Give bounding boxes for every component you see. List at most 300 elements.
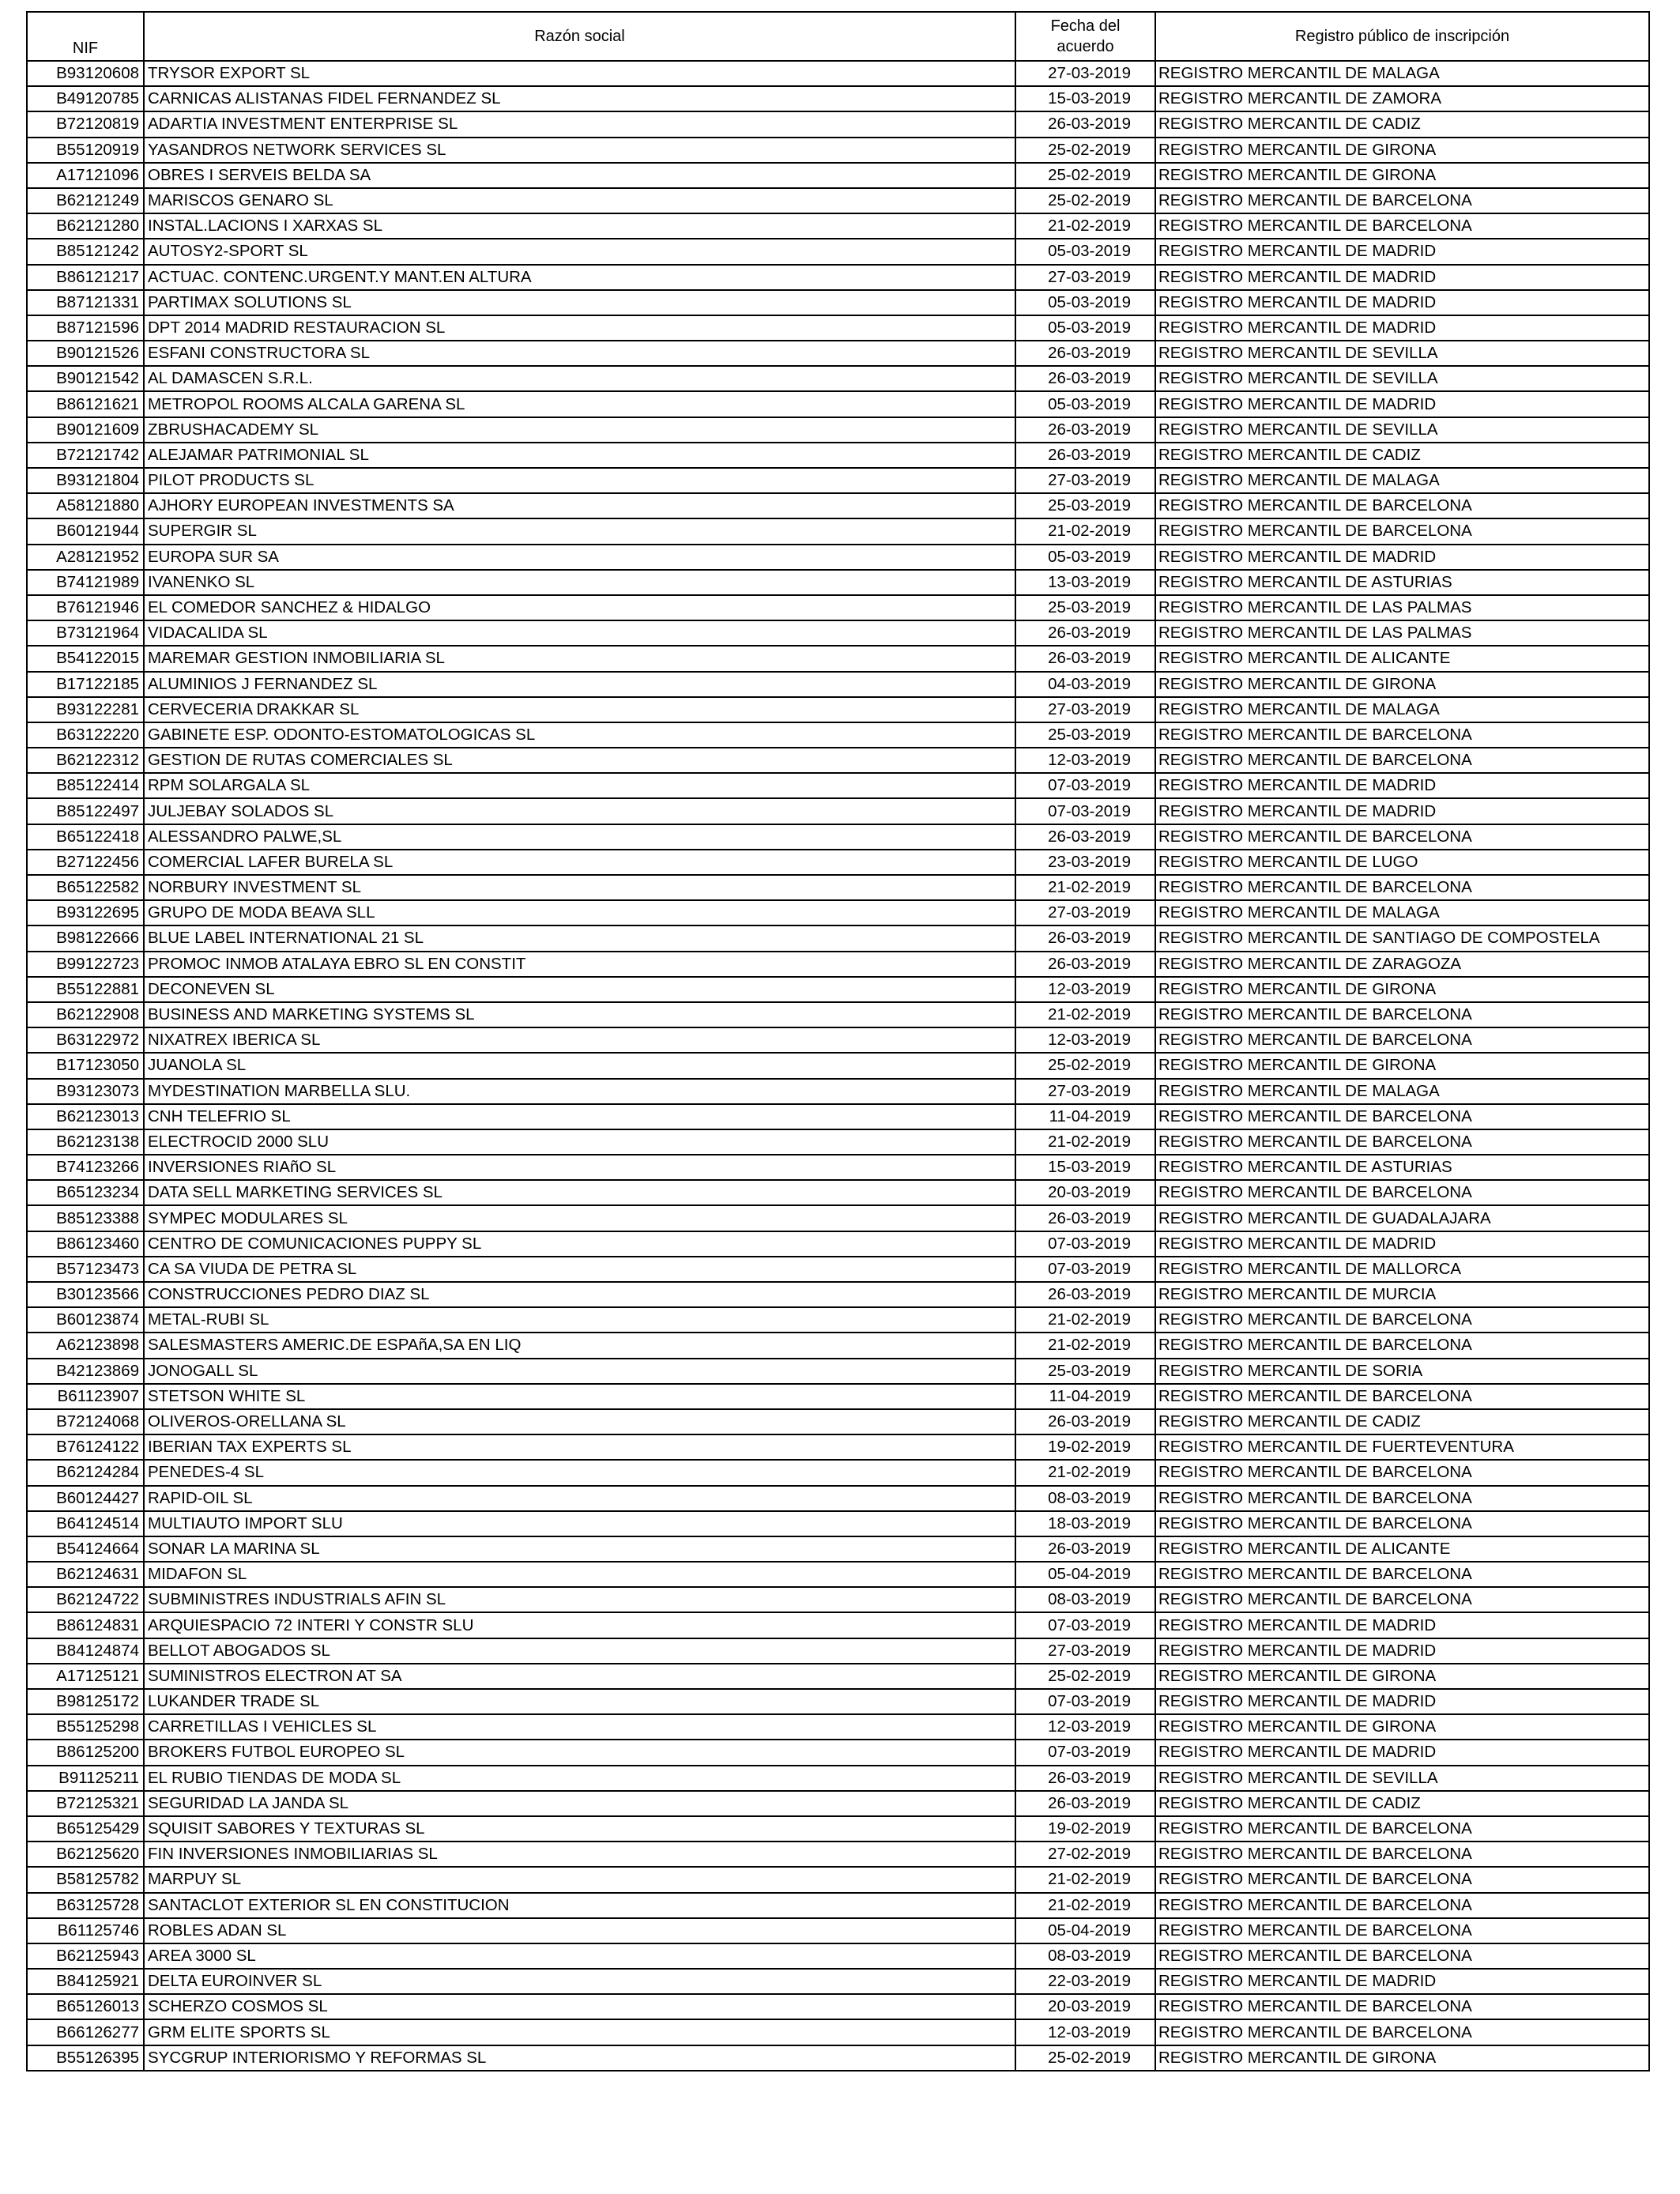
cell-razon-social: DECONEVEN SL	[144, 977, 1015, 1002]
table-row	[27, 391, 1649, 417]
header-fecha-acuerdo	[1015, 12, 1155, 61]
table-row	[27, 1257, 1649, 1282]
cell-razon-social: JUANOLA SL	[144, 1053, 1015, 1078]
cell-nif: B30123566	[27, 1282, 144, 1307]
cell-fecha-acuerdo: 07-03-2019	[1015, 1612, 1155, 1638]
cell-razon-social: CNH TELEFRIO SL	[144, 1104, 1015, 1129]
cell-nif: B90121542	[27, 366, 144, 391]
cell-fecha-acuerdo: 26-03-2019	[1015, 1536, 1155, 1562]
cell-registro: REGISTRO MERCANTIL DE GIRONA	[1155, 138, 1649, 163]
cell-razon-social: PENEDES-4 SL	[144, 1460, 1015, 1485]
cell-registro: REGISTRO MERCANTIL DE GUADALAJARA	[1155, 1205, 1649, 1231]
cell-nif: B17122185	[27, 672, 144, 697]
cell-registro: REGISTRO MERCANTIL DE BARCELONA	[1155, 493, 1649, 518]
cell-fecha-acuerdo: 26-03-2019	[1015, 1791, 1155, 1816]
cell-nif: B74123266	[27, 1155, 144, 1180]
table-row	[27, 545, 1649, 570]
cell-razon-social: INVERSIONES RIAñO SL	[144, 1155, 1015, 1180]
cell-razon-social: METAL-RUBI SL	[144, 1307, 1015, 1333]
cell-fecha-acuerdo: 08-03-2019	[1015, 1486, 1155, 1511]
cell-registro: REGISTRO MERCANTIL DE MALAGA	[1155, 900, 1649, 925]
cell-razon-social: CONSTRUCCIONES PEDRO DIAZ SL	[144, 1282, 1015, 1307]
cell-razon-social: SCHERZO COSMOS SL	[144, 1994, 1015, 2019]
cell-fecha-acuerdo: 21-02-2019	[1015, 1307, 1155, 1333]
cell-nif: A58121880	[27, 493, 144, 518]
table-row	[27, 1282, 1649, 1307]
cell-registro: REGISTRO MERCANTIL DE BARCELONA	[1155, 1994, 1649, 2019]
cell-nif: B42123869	[27, 1359, 144, 1384]
cell-registro: REGISTRO MERCANTIL DE FUERTEVENTURA	[1155, 1434, 1649, 1460]
cell-nif: B84124874	[27, 1638, 144, 1664]
cell-nif: B72121742	[27, 443, 144, 468]
cell-razon-social: EL RUBIO TIENDAS DE MODA SL	[144, 1766, 1015, 1791]
table-row	[27, 1434, 1649, 1460]
cell-fecha-acuerdo: 08-03-2019	[1015, 1587, 1155, 1612]
cell-razon-social: INSTAL.LACIONS I XARXAS SL	[144, 213, 1015, 239]
cell-registro: REGISTRO MERCANTIL DE LAS PALMAS	[1155, 595, 1649, 620]
header-registro: Registro público de inscripción	[1155, 12, 1649, 61]
cell-razon-social: METROPOL ROOMS ALCALA GARENA SL	[144, 391, 1015, 417]
cell-fecha-acuerdo: 27-03-2019	[1015, 468, 1155, 493]
cell-fecha-acuerdo: 05-03-2019	[1015, 290, 1155, 315]
table-row	[27, 1384, 1649, 1409]
cell-fecha-acuerdo: 21-02-2019	[1015, 518, 1155, 544]
table-row	[27, 1027, 1649, 1053]
cell-registro: REGISTRO MERCANTIL DE MADRID	[1155, 239, 1649, 264]
cell-registro: REGISTRO MERCANTIL DE GIRONA	[1155, 672, 1649, 697]
cell-fecha-acuerdo: 27-03-2019	[1015, 900, 1155, 925]
cell-nif: B73121964	[27, 620, 144, 646]
cell-nif: B93121804	[27, 468, 144, 493]
cell-fecha-acuerdo: 21-02-2019	[1015, 1867, 1155, 1892]
cell-registro: REGISTRO MERCANTIL DE BARCELONA	[1155, 722, 1649, 748]
cell-registro: REGISTRO MERCANTIL DE BARCELONA	[1155, 1918, 1649, 1943]
cell-registro: REGISTRO MERCANTIL DE LAS PALMAS	[1155, 620, 1649, 646]
cell-razon-social: PILOT PRODUCTS SL	[144, 468, 1015, 493]
cell-fecha-acuerdo: 05-03-2019	[1015, 239, 1155, 264]
cell-nif: B65126013	[27, 1994, 144, 2019]
cell-registro: REGISTRO MERCANTIL DE MADRID	[1155, 1612, 1649, 1638]
cell-nif: B65122582	[27, 875, 144, 900]
cell-fecha-acuerdo: 07-03-2019	[1015, 798, 1155, 824]
cell-razon-social: DELTA EUROINVER SL	[144, 1969, 1015, 1994]
cell-registro: REGISTRO MERCANTIL DE SEVILLA	[1155, 341, 1649, 366]
cell-nif: A17125121	[27, 1664, 144, 1689]
cell-fecha-acuerdo: 25-02-2019	[1015, 163, 1155, 188]
cell-registro: REGISTRO MERCANTIL DE BARCELONA	[1155, 1816, 1649, 1842]
cell-razon-social: DPT 2014 MADRID RESTAURACION SL	[144, 315, 1015, 341]
cell-razon-social: SYCGRUP INTERIORISMO Y REFORMAS SL	[144, 2045, 1015, 2071]
cell-razon-social: SONAR LA MARINA SL	[144, 1536, 1015, 1562]
cell-fecha-acuerdo: 05-03-2019	[1015, 391, 1155, 417]
cell-nif: B86123460	[27, 1231, 144, 1257]
table-row	[27, 1180, 1649, 1205]
cell-fecha-acuerdo: 13-03-2019	[1015, 570, 1155, 595]
table-row	[27, 366, 1649, 391]
cell-registro: REGISTRO MERCANTIL DE BARCELONA	[1155, 1129, 1649, 1155]
cell-nif: B98125172	[27, 1689, 144, 1714]
cell-nif: A62123898	[27, 1333, 144, 1358]
cell-razon-social: ARQUIESPACIO 72 INTERI Y CONSTR SLU	[144, 1612, 1015, 1638]
cell-registro: REGISTRO MERCANTIL DE BARCELONA	[1155, 1842, 1649, 1867]
cell-nif: B93120608	[27, 61, 144, 86]
cell-registro: REGISTRO MERCANTIL DE BARCELONA	[1155, 1384, 1649, 1409]
cell-fecha-acuerdo: 26-03-2019	[1015, 341, 1155, 366]
cell-fecha-acuerdo: 22-03-2019	[1015, 1969, 1155, 1994]
cell-razon-social: SYMPEC MODULARES SL	[144, 1205, 1015, 1231]
table-row	[27, 213, 1649, 239]
cell-nif: B62121280	[27, 213, 144, 239]
table-row	[27, 1155, 1649, 1180]
cell-fecha-acuerdo: 27-03-2019	[1015, 61, 1155, 86]
cell-fecha-acuerdo: 05-04-2019	[1015, 1562, 1155, 1587]
cell-nif: B93122281	[27, 697, 144, 722]
cell-registro: REGISTRO MERCANTIL DE BARCELONA	[1155, 213, 1649, 239]
table-row	[27, 697, 1649, 722]
cell-registro: REGISTRO MERCANTIL DE BARCELONA	[1155, 1943, 1649, 1969]
table-row	[27, 1969, 1649, 1994]
header-row	[27, 12, 1649, 61]
table-row	[27, 722, 1649, 748]
cell-razon-social: GABINETE ESP. ODONTO-ESTOMATOLOGICAS SL	[144, 722, 1015, 748]
cell-fecha-acuerdo: 27-03-2019	[1015, 265, 1155, 290]
table-row	[27, 1359, 1649, 1384]
cell-registro: REGISTRO MERCANTIL DE MALAGA	[1155, 61, 1649, 86]
cell-fecha-acuerdo: 27-02-2019	[1015, 1842, 1155, 1867]
cell-nif: B84125921	[27, 1969, 144, 1994]
cell-razon-social: ELECTROCID 2000 SLU	[144, 1129, 1015, 1155]
cell-fecha-acuerdo: 25-03-2019	[1015, 493, 1155, 518]
cell-nif: B17123050	[27, 1053, 144, 1078]
cell-registro: REGISTRO MERCANTIL DE MALAGA	[1155, 468, 1649, 493]
cell-registro: REGISTRO MERCANTIL DE BARCELONA	[1155, 1511, 1649, 1536]
cell-fecha-acuerdo: 20-03-2019	[1015, 1994, 1155, 2019]
cell-registro: REGISTRO MERCANTIL DE BARCELONA	[1155, 1486, 1649, 1511]
cell-fecha-acuerdo: 05-03-2019	[1015, 315, 1155, 341]
cell-registro: REGISTRO MERCANTIL DE BARCELONA	[1155, 1893, 1649, 1918]
table-row	[27, 1689, 1649, 1714]
cell-razon-social: PROMOC INMOB ATALAYA EBRO SL EN CONSTIT	[144, 952, 1015, 977]
cell-fecha-acuerdo: 27-03-2019	[1015, 697, 1155, 722]
cell-nif: B91125211	[27, 1766, 144, 1791]
cell-nif: B62122908	[27, 1002, 144, 1027]
cell-fecha-acuerdo: 26-03-2019	[1015, 1205, 1155, 1231]
table-row	[27, 1129, 1649, 1155]
header-fecha-line2: acuerdo	[1057, 38, 1114, 55]
cell-fecha-acuerdo: 26-03-2019	[1015, 620, 1155, 646]
cell-fecha-acuerdo: 26-03-2019	[1015, 111, 1155, 137]
table-row	[27, 265, 1649, 290]
header-fecha-line1: Fecha del	[1050, 17, 1121, 35]
cell-fecha-acuerdo: 26-03-2019	[1015, 925, 1155, 951]
cell-nif: B27122456	[27, 850, 144, 875]
cell-razon-social: AREA 3000 SL	[144, 1943, 1015, 1969]
table-row	[27, 1816, 1649, 1842]
cell-registro: REGISTRO MERCANTIL DE ASTURIAS	[1155, 1155, 1649, 1180]
table-row	[27, 188, 1649, 213]
cell-nif: B86124831	[27, 1612, 144, 1638]
cell-nif: B63122972	[27, 1027, 144, 1053]
cell-fecha-acuerdo: 26-03-2019	[1015, 646, 1155, 671]
cell-fecha-acuerdo: 23-03-2019	[1015, 850, 1155, 875]
cell-razon-social: NIXATREX IBERICA SL	[144, 1027, 1015, 1053]
cell-fecha-acuerdo: 26-03-2019	[1015, 1766, 1155, 1791]
cell-fecha-acuerdo: 25-02-2019	[1015, 188, 1155, 213]
cell-razon-social: JULJEBAY SOLADOS SL	[144, 798, 1015, 824]
cell-razon-social: RPM SOLARGALA SL	[144, 773, 1015, 798]
cell-registro: REGISTRO MERCANTIL DE MADRID	[1155, 545, 1649, 570]
cell-registro: REGISTRO MERCANTIL DE LUGO	[1155, 850, 1649, 875]
table-row	[27, 900, 1649, 925]
cell-razon-social: ACTUAC. CONTENC.URGENT.Y MANT.EN ALTURA	[144, 265, 1015, 290]
cell-fecha-acuerdo: 21-02-2019	[1015, 1333, 1155, 1358]
table-row	[27, 493, 1649, 518]
cell-fecha-acuerdo: 05-03-2019	[1015, 545, 1155, 570]
cell-registro: REGISTRO MERCANTIL DE MADRID	[1155, 1740, 1649, 1765]
cell-registro: REGISTRO MERCANTIL DE BARCELONA	[1155, 1180, 1649, 1205]
cell-nif: B86121217	[27, 265, 144, 290]
cell-nif: B61125746	[27, 1918, 144, 1943]
cell-nif: B55126395	[27, 2045, 144, 2071]
cell-nif: B86125200	[27, 1740, 144, 1765]
cell-nif: B85122497	[27, 798, 144, 824]
cell-nif: B99122723	[27, 952, 144, 977]
cell-razon-social: SALESMASTERS AMERIC.DE ESPAñA,SA EN LIQ	[144, 1333, 1015, 1358]
cell-fecha-acuerdo: 12-03-2019	[1015, 748, 1155, 773]
cell-registro: REGISTRO MERCANTIL DE BARCELONA	[1155, 1562, 1649, 1587]
cell-nif: B86121621	[27, 391, 144, 417]
cell-razon-social: JONOGALL SL	[144, 1359, 1015, 1384]
table-row	[27, 1333, 1649, 1358]
cell-fecha-acuerdo: 12-03-2019	[1015, 1714, 1155, 1740]
table-row	[27, 798, 1649, 824]
cell-nif: B72124068	[27, 1409, 144, 1434]
cell-fecha-acuerdo: 07-03-2019	[1015, 1740, 1155, 1765]
cell-nif: B62123138	[27, 1129, 144, 1155]
cell-fecha-acuerdo: 25-02-2019	[1015, 1053, 1155, 1078]
cell-fecha-acuerdo: 21-02-2019	[1015, 1129, 1155, 1155]
cell-registro: REGISTRO MERCANTIL DE ZARAGOZA	[1155, 952, 1649, 977]
cell-razon-social: LUKANDER TRADE SL	[144, 1689, 1015, 1714]
cell-fecha-acuerdo: 07-03-2019	[1015, 773, 1155, 798]
table-row	[27, 1205, 1649, 1231]
table-row	[27, 2045, 1649, 2071]
cell-nif: B60123874	[27, 1307, 144, 1333]
cell-razon-social: SUPERGIR SL	[144, 518, 1015, 544]
table-row	[27, 290, 1649, 315]
cell-fecha-acuerdo: 26-03-2019	[1015, 366, 1155, 391]
cell-razon-social: STETSON WHITE SL	[144, 1384, 1015, 1409]
cell-fecha-acuerdo: 21-02-2019	[1015, 1002, 1155, 1027]
table-row	[27, 86, 1649, 111]
cell-razon-social: MARISCOS GENARO SL	[144, 188, 1015, 213]
cell-razon-social: AUTOSY2-SPORT SL	[144, 239, 1015, 264]
cell-fecha-acuerdo: 21-02-2019	[1015, 213, 1155, 239]
cell-registro: REGISTRO MERCANTIL DE SEVILLA	[1155, 1766, 1649, 1791]
cell-registro: REGISTRO MERCANTIL DE BARCELONA	[1155, 748, 1649, 773]
cell-fecha-acuerdo: 15-03-2019	[1015, 1155, 1155, 1180]
cell-nif: B62125943	[27, 1943, 144, 1969]
table-header	[27, 12, 1649, 61]
table-row	[27, 952, 1649, 977]
cell-fecha-acuerdo: 25-02-2019	[1015, 2045, 1155, 2071]
cell-razon-social: SUMINISTROS ELECTRON AT SA	[144, 1664, 1015, 1689]
cell-registro: REGISTRO MERCANTIL DE MADRID	[1155, 1638, 1649, 1664]
cell-razon-social: CERVECERIA DRAKKAR SL	[144, 697, 1015, 722]
header-nif: NIF	[27, 12, 144, 61]
table-row	[27, 1409, 1649, 1434]
cell-nif: B65125429	[27, 1816, 144, 1842]
cell-fecha-acuerdo: 26-03-2019	[1015, 417, 1155, 443]
cell-razon-social: FIN INVERSIONES INMOBILIARIAS SL	[144, 1842, 1015, 1867]
cell-fecha-acuerdo: 15-03-2019	[1015, 86, 1155, 111]
cell-razon-social: YASANDROS NETWORK SERVICES SL	[144, 138, 1015, 163]
cell-registro: REGISTRO MERCANTIL DE MADRID	[1155, 798, 1649, 824]
cell-registro: REGISTRO MERCANTIL DE MADRID	[1155, 290, 1649, 315]
cell-nif: B63125728	[27, 1893, 144, 1918]
table-row	[27, 61, 1649, 86]
table-row	[27, 1562, 1649, 1587]
cell-fecha-acuerdo: 25-02-2019	[1015, 1664, 1155, 1689]
cell-nif: B93123073	[27, 1079, 144, 1104]
cell-razon-social: VIDACALIDA SL	[144, 620, 1015, 646]
table-row	[27, 1714, 1649, 1740]
table-row	[27, 1460, 1649, 1485]
cell-nif: B65122418	[27, 824, 144, 850]
table-row	[27, 138, 1649, 163]
cell-registro: REGISTRO MERCANTIL DE SANTIAGO DE COMPOSTELA	[1155, 925, 1649, 951]
cell-nif: B85121242	[27, 239, 144, 264]
cell-nif: B62122312	[27, 748, 144, 773]
cell-razon-social: EL COMEDOR SANCHEZ & HIDALGO	[144, 595, 1015, 620]
cell-razon-social: TRYSOR EXPORT SL	[144, 61, 1015, 86]
cell-nif: B63122220	[27, 722, 144, 748]
cell-registro: REGISTRO MERCANTIL DE BARCELONA	[1155, 188, 1649, 213]
cell-registro: REGISTRO MERCANTIL DE CADIZ	[1155, 1409, 1649, 1434]
cell-razon-social: SQUISIT SABORES Y TEXTURAS SL	[144, 1816, 1015, 1842]
table-row	[27, 824, 1649, 850]
table-row	[27, 443, 1649, 468]
cell-nif: B90121609	[27, 417, 144, 443]
cell-registro: REGISTRO MERCANTIL DE BARCELONA	[1155, 518, 1649, 544]
cell-razon-social: CA SA VIUDA DE PETRA SL	[144, 1257, 1015, 1282]
table-row	[27, 1079, 1649, 1104]
cell-registro: REGISTRO MERCANTIL DE BARCELONA	[1155, 1104, 1649, 1129]
table-row	[27, 875, 1649, 900]
cell-registro: REGISTRO MERCANTIL DE SORIA	[1155, 1359, 1649, 1384]
cell-razon-social: MAREMAR GESTION INMOBILIARIA SL	[144, 646, 1015, 671]
cell-razon-social: SEGURIDAD LA JANDA SL	[144, 1791, 1015, 1816]
cell-razon-social: AL DAMASCEN S.R.L.	[144, 366, 1015, 391]
cell-fecha-acuerdo: 25-02-2019	[1015, 138, 1155, 163]
table-row	[27, 1307, 1649, 1333]
table-row	[27, 1791, 1649, 1816]
cell-razon-social: CARRETILLAS I VEHICLES SL	[144, 1714, 1015, 1740]
table-row	[27, 1766, 1649, 1791]
cell-registro: REGISTRO MERCANTIL DE MADRID	[1155, 315, 1649, 341]
cell-fecha-acuerdo: 27-03-2019	[1015, 1638, 1155, 1664]
cell-razon-social: BUSINESS AND MARKETING SYSTEMS SL	[144, 1002, 1015, 1027]
cell-fecha-acuerdo: 12-03-2019	[1015, 1027, 1155, 1053]
cell-razon-social: BROKERS FUTBOL EUROPEO SL	[144, 1740, 1015, 1765]
cell-registro: REGISTRO MERCANTIL DE GIRONA	[1155, 977, 1649, 1002]
cell-registro: REGISTRO MERCANTIL DE CADIZ	[1155, 443, 1649, 468]
cell-fecha-acuerdo: 21-02-2019	[1015, 1893, 1155, 1918]
cell-nif: B62124722	[27, 1587, 144, 1612]
cell-nif: B66126277	[27, 2019, 144, 2045]
cell-registro: REGISTRO MERCANTIL DE BARCELONA	[1155, 1333, 1649, 1358]
cell-registro: REGISTRO MERCANTIL DE BARCELONA	[1155, 1460, 1649, 1485]
table-row	[27, 2019, 1649, 2045]
cell-fecha-acuerdo: 18-03-2019	[1015, 1511, 1155, 1536]
cell-nif: B55122881	[27, 977, 144, 1002]
cell-registro: REGISTRO MERCANTIL DE ASTURIAS	[1155, 570, 1649, 595]
cell-nif: B64124514	[27, 1511, 144, 1536]
cell-registro: REGISTRO MERCANTIL DE MALAGA	[1155, 1079, 1649, 1104]
cell-nif: B72120819	[27, 111, 144, 137]
table-row	[27, 111, 1649, 137]
table-row	[27, 239, 1649, 264]
cell-razon-social: ROBLES ADAN SL	[144, 1918, 1015, 1943]
table-row	[27, 1612, 1649, 1638]
table-row	[27, 977, 1649, 1002]
table-row	[27, 1231, 1649, 1257]
cell-fecha-acuerdo: 25-03-2019	[1015, 595, 1155, 620]
cell-razon-social: MARPUY SL	[144, 1867, 1015, 1892]
cell-razon-social: IVANENKO SL	[144, 570, 1015, 595]
cell-registro: REGISTRO MERCANTIL DE MADRID	[1155, 1689, 1649, 1714]
cell-nif: B85123388	[27, 1205, 144, 1231]
table-row	[27, 1104, 1649, 1129]
cell-razon-social: GRM ELITE SPORTS SL	[144, 2019, 1015, 2045]
cell-fecha-acuerdo: 21-02-2019	[1015, 1460, 1155, 1485]
table-row	[27, 1740, 1649, 1765]
cell-fecha-acuerdo: 27-03-2019	[1015, 1079, 1155, 1104]
table-row	[27, 1664, 1649, 1689]
cell-fecha-acuerdo: 26-03-2019	[1015, 1282, 1155, 1307]
cell-razon-social: ESFANI CONSTRUCTORA SL	[144, 341, 1015, 366]
table-row	[27, 925, 1649, 951]
cell-fecha-acuerdo: 19-02-2019	[1015, 1434, 1155, 1460]
header-razon-social: Razón social	[144, 12, 1015, 61]
cell-registro: REGISTRO MERCANTIL DE CADIZ	[1155, 111, 1649, 137]
cell-nif: B58125782	[27, 1867, 144, 1892]
cell-nif: B76121946	[27, 595, 144, 620]
cell-fecha-acuerdo: 26-03-2019	[1015, 1409, 1155, 1434]
cell-registro: REGISTRO MERCANTIL DE ALICANTE	[1155, 1536, 1649, 1562]
cell-fecha-acuerdo: 04-03-2019	[1015, 672, 1155, 697]
cell-razon-social: OLIVEROS-ORELLANA SL	[144, 1409, 1015, 1434]
cell-razon-social: DATA SELL MARKETING SERVICES SL	[144, 1180, 1015, 1205]
cell-fecha-acuerdo: 07-03-2019	[1015, 1689, 1155, 1714]
cell-registro: REGISTRO MERCANTIL DE BARCELONA	[1155, 1867, 1649, 1892]
cell-nif: B90121526	[27, 341, 144, 366]
cell-nif: B55125298	[27, 1714, 144, 1740]
table-row	[27, 1943, 1649, 1969]
cell-registro: REGISTRO MERCANTIL DE BARCELONA	[1155, 2019, 1649, 2045]
cell-registro: REGISTRO MERCANTIL DE BARCELONA	[1155, 824, 1649, 850]
table-row	[27, 1511, 1649, 1536]
cell-nif: B54122015	[27, 646, 144, 671]
cell-registro: REGISTRO MERCANTIL DE MALLORCA	[1155, 1257, 1649, 1282]
cell-razon-social: RAPID-OIL SL	[144, 1486, 1015, 1511]
table-row	[27, 1867, 1649, 1892]
cell-registro: REGISTRO MERCANTIL DE SEVILLA	[1155, 417, 1649, 443]
cell-nif: B62123013	[27, 1104, 144, 1129]
cell-registro: REGISTRO MERCANTIL DE CADIZ	[1155, 1791, 1649, 1816]
cell-fecha-acuerdo: 12-03-2019	[1015, 2019, 1155, 2045]
cell-registro: REGISTRO MERCANTIL DE MURCIA	[1155, 1282, 1649, 1307]
